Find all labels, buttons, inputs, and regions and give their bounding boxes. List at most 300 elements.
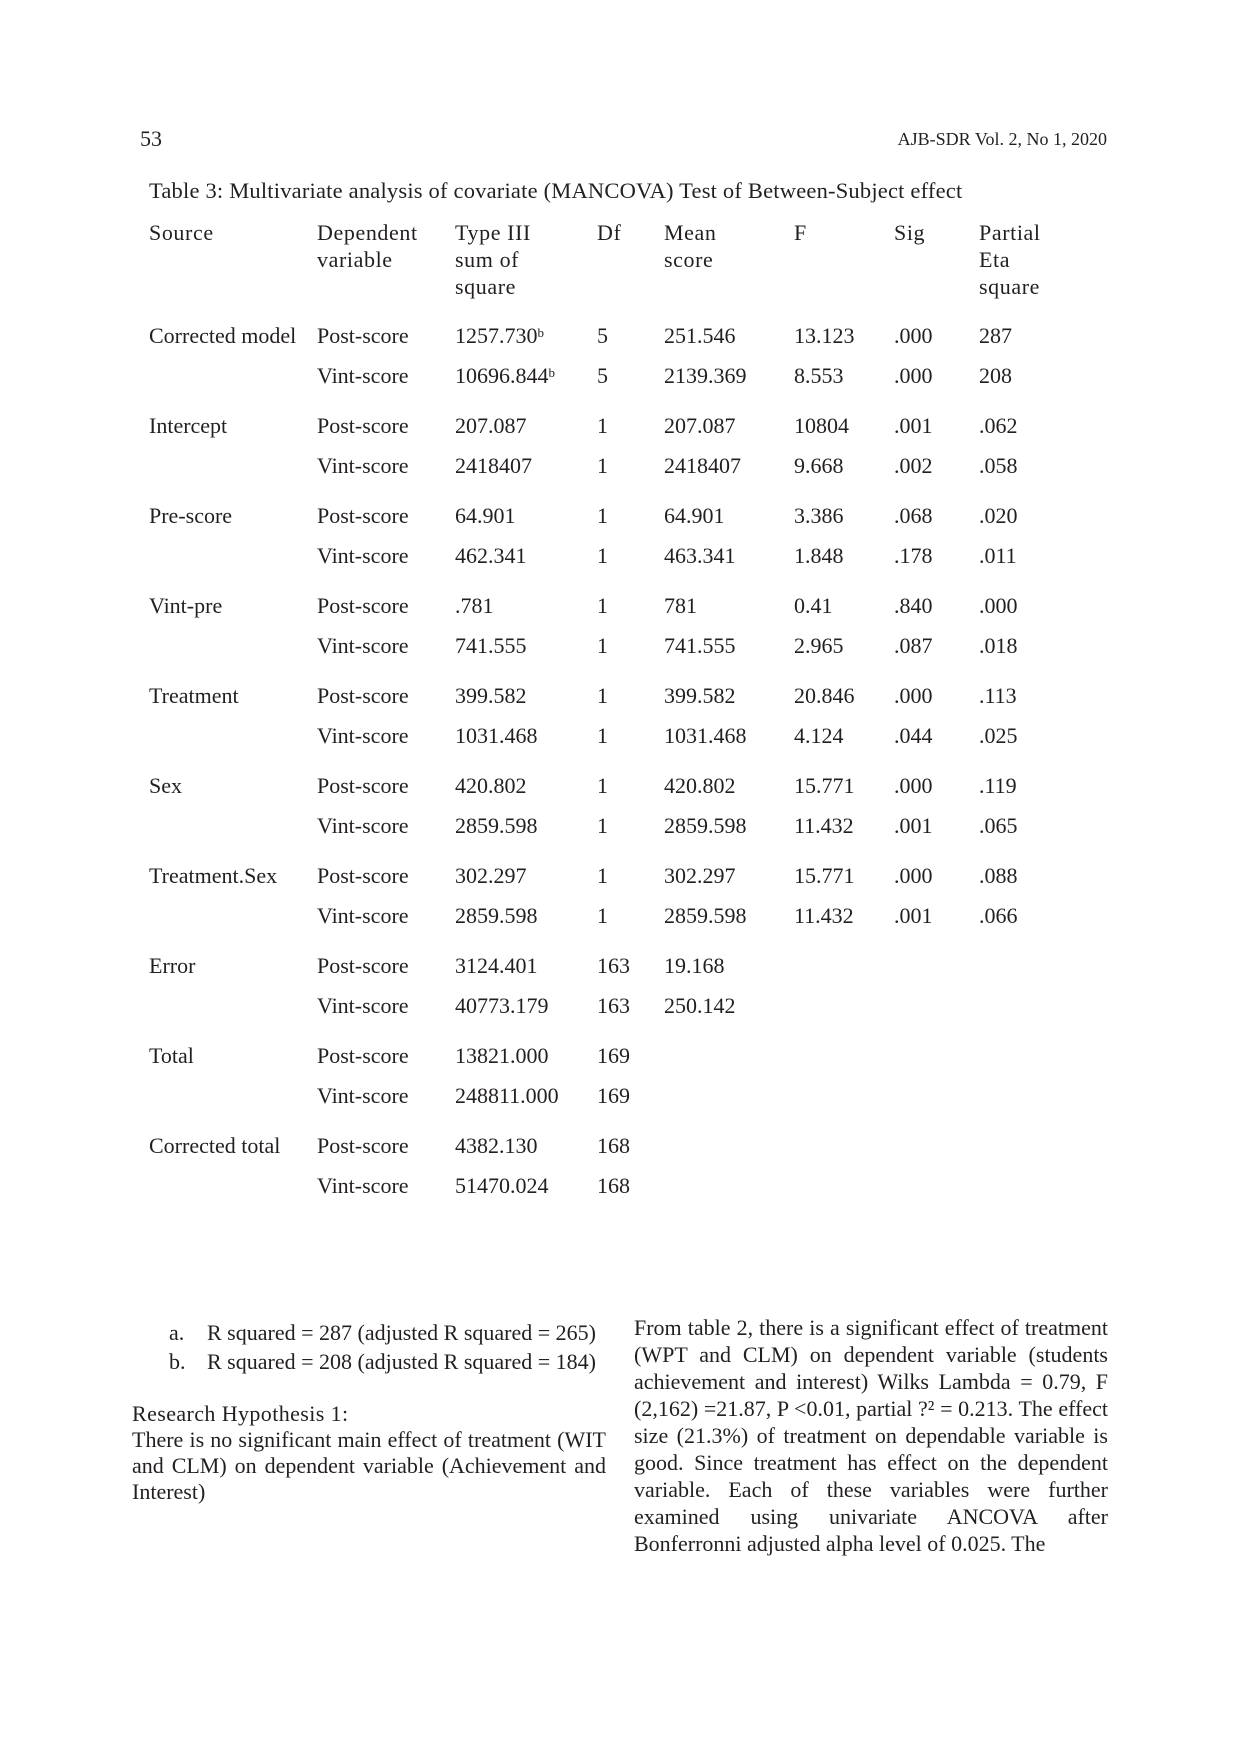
cell-value: 302.297	[664, 863, 736, 888]
f-cell	[794, 722, 894, 766]
left-column	[132, 1320, 606, 1505]
mean-score-cell	[664, 362, 794, 406]
sig-cell	[894, 362, 979, 406]
journal-reference: AJB-SDR Vol. 2, No 1, 2020	[897, 129, 1107, 149]
df-cell	[597, 1082, 664, 1126]
cell-value: 420.802	[455, 773, 527, 798]
note-marker: a.	[169, 1320, 185, 1345]
partial-eta-cell	[979, 406, 1079, 452]
cell-value: Post-score	[317, 323, 409, 348]
cell-value: 168	[597, 1173, 630, 1198]
column-header-line: variable	[317, 247, 393, 272]
cell-value: 1	[597, 453, 608, 478]
cell-value: 163	[597, 953, 630, 978]
sum-of-squares-cell	[455, 632, 597, 676]
df-cell	[597, 676, 664, 722]
sum-of-squares-cell	[455, 316, 597, 362]
cell-value: 169	[597, 1043, 630, 1068]
df-cell	[597, 902, 664, 946]
df-cell	[597, 452, 664, 496]
cell-value: 2.965	[794, 633, 844, 658]
dependent-variable-cell	[317, 766, 455, 812]
f-cell	[794, 1082, 894, 1126]
sig-cell	[894, 946, 979, 992]
df-cell	[597, 1172, 664, 1216]
partial-eta-cell	[979, 316, 1079, 362]
dependent-variable-cell	[317, 1082, 455, 1126]
source-cell: Sex	[149, 773, 182, 798]
table-row	[149, 1036, 1079, 1082]
cell-value: 207.087	[664, 413, 736, 438]
cell-value: .001	[894, 413, 933, 438]
column-header-line: square	[455, 274, 517, 299]
mean-score-cell	[664, 722, 794, 766]
partial-eta-cell	[979, 362, 1079, 406]
df-cell	[597, 856, 664, 902]
dependent-variable-cell	[317, 1126, 455, 1172]
cell-value: 2859.598	[455, 903, 538, 928]
cell-value: 2859.598	[455, 813, 538, 838]
cell-value: Post-score	[317, 413, 409, 438]
cell-value: 163	[597, 993, 630, 1018]
cell-value: .066	[979, 903, 1018, 928]
cell-value: 3124.401	[455, 953, 538, 978]
source-cell: Vint-pre	[149, 593, 223, 618]
table-notes	[132, 1320, 606, 1375]
sig-cell	[894, 1082, 979, 1126]
cell-value: .025	[979, 723, 1018, 748]
cell-value: 2859.598	[664, 813, 747, 838]
partial-eta-cell	[979, 902, 1079, 946]
column-header-line: square	[979, 274, 1041, 299]
column-header-line: Eta	[979, 247, 1011, 272]
mean-score-cell	[664, 992, 794, 1036]
sig-cell	[894, 452, 979, 496]
sum-of-squares-cell	[455, 362, 597, 406]
f-cell	[794, 452, 894, 496]
mean-score-cell	[664, 452, 794, 496]
column-header-line: score	[664, 247, 714, 272]
cell-value: Vint-score	[317, 363, 409, 388]
partial-eta-cell	[979, 586, 1079, 632]
sum-of-squares-cell	[455, 992, 597, 1036]
cell-value: Post-score	[317, 1043, 409, 1068]
sig-cell	[894, 1172, 979, 1216]
cell-value: 1	[597, 503, 608, 528]
cell-value: 10804	[794, 413, 849, 438]
column-header-line: sum of	[455, 247, 520, 272]
df-cell	[597, 722, 664, 766]
mean-score-cell	[664, 406, 794, 452]
cell-value: 420.802	[664, 773, 736, 798]
table-row	[149, 406, 1079, 452]
dependent-variable-cell	[317, 452, 455, 496]
sig-cell	[894, 992, 979, 1036]
cell-value: 1	[597, 773, 608, 798]
dependent-variable-cell	[317, 362, 455, 406]
sig-cell	[894, 1126, 979, 1172]
f-cell	[794, 496, 894, 542]
footnote-superscript: b	[548, 365, 555, 380]
table-note	[132, 1320, 606, 1346]
cell-value: 1	[597, 683, 608, 708]
mean-score-cell	[664, 1082, 794, 1126]
source-cell: Corrected model	[149, 323, 297, 348]
cell-value: .062	[979, 413, 1018, 438]
cell-value: .000	[894, 863, 933, 888]
table-row	[149, 766, 1079, 812]
mean-score-cell	[664, 586, 794, 632]
cell-value: .058	[979, 453, 1018, 478]
cell-value: .002	[894, 453, 933, 478]
cell-value: 3.386	[794, 503, 844, 528]
sig-cell	[894, 406, 979, 452]
cell-value: 1	[597, 903, 608, 928]
sum-of-squares-cell	[455, 856, 597, 902]
cell-value: 1.848	[794, 543, 844, 568]
dependent-variable-cell	[317, 586, 455, 632]
cell-value: Vint-score	[317, 903, 409, 928]
cell-value: 5	[597, 323, 608, 348]
cell-value: .088	[979, 863, 1018, 888]
sig-cell	[894, 812, 979, 856]
cell-value: Vint-score	[317, 1083, 409, 1108]
partial-eta-cell	[979, 676, 1079, 722]
sum-of-squares-cell	[455, 676, 597, 722]
df-cell	[597, 586, 664, 632]
column-header-line: Source	[149, 220, 214, 245]
cell-value: .001	[894, 903, 933, 928]
dependent-variable-cell	[317, 992, 455, 1036]
cell-value: 462.341	[455, 543, 527, 568]
f-cell	[794, 406, 894, 452]
cell-value: Vint-score	[317, 633, 409, 658]
dependent-variable-cell	[317, 722, 455, 766]
cell-value: Vint-score	[317, 993, 409, 1018]
cell-value: 1257.730	[455, 323, 538, 348]
cell-value: 1	[597, 813, 608, 838]
dependent-variable-cell	[317, 1036, 455, 1082]
cell-value: Post-score	[317, 593, 409, 618]
df-cell	[597, 496, 664, 542]
partial-eta-cell	[979, 722, 1079, 766]
cell-value: .020	[979, 503, 1018, 528]
cell-value: Post-score	[317, 773, 409, 798]
f-cell	[794, 362, 894, 406]
cell-value: Post-score	[317, 683, 409, 708]
cell-value: 248811.000	[455, 1083, 559, 1108]
cell-value: .781	[455, 593, 494, 618]
mean-score-cell	[664, 812, 794, 856]
dependent-variable-cell	[317, 1172, 455, 1216]
cell-value: 781	[664, 593, 697, 618]
cell-value: 168	[597, 1133, 630, 1158]
f-cell	[794, 1172, 894, 1216]
dependent-variable-cell	[317, 676, 455, 722]
sum-of-squares-cell	[455, 1126, 597, 1172]
source-cell: Corrected total	[149, 1133, 281, 1158]
cell-value: 399.582	[455, 683, 527, 708]
mean-score-cell	[664, 316, 794, 362]
column-header	[317, 217, 455, 316]
dependent-variable-cell	[317, 946, 455, 992]
cell-value: 40773.179	[455, 993, 549, 1018]
sum-of-squares-cell	[455, 1172, 597, 1216]
df-cell	[597, 946, 664, 992]
f-cell	[794, 316, 894, 362]
cell-value: Vint-score	[317, 453, 409, 478]
cell-value: 1	[597, 633, 608, 658]
source-cell: Treatment	[149, 683, 239, 708]
cell-value: 1	[597, 593, 608, 618]
cell-value: .000	[894, 683, 933, 708]
cell-value: Vint-score	[317, 543, 409, 568]
cell-value: .000	[894, 323, 933, 348]
f-cell	[794, 1126, 894, 1172]
cell-value: 1	[597, 863, 608, 888]
cell-value: 399.582	[664, 683, 736, 708]
cell-value: 2859.598	[664, 903, 747, 928]
cell-value: 13821.000	[455, 1043, 549, 1068]
dependent-variable-cell	[317, 812, 455, 856]
cell-value: 64.901	[664, 503, 725, 528]
f-cell	[794, 586, 894, 632]
column-header	[597, 217, 664, 316]
cell-value: Vint-score	[317, 1173, 409, 1198]
cell-value: Post-score	[317, 503, 409, 528]
cell-value: 51470.024	[455, 1173, 549, 1198]
sig-cell	[894, 496, 979, 542]
f-cell	[794, 632, 894, 676]
cell-value: 10696.844	[455, 363, 549, 388]
cell-value: 1	[597, 543, 608, 568]
cell-value: .018	[979, 633, 1018, 658]
table-row	[149, 946, 1079, 992]
cell-value: 208	[979, 363, 1012, 388]
source-cell: Pre-score	[149, 503, 233, 528]
cell-value: 250.142	[664, 993, 736, 1018]
cell-value: 20.846	[794, 683, 855, 708]
partial-eta-cell	[979, 946, 1079, 992]
cell-value: 4.124	[794, 723, 844, 748]
body-paragraph: From table 2, there is a significant effect of treatment (WPT and CLM) on dependent variable (students achievement and interest) Wilks Lambda = 0.79, F (2,162) =21.87, P <0.01, partial ?² = 0.213. The effect size (21.3%) of treatment on dependable variable is good. Since treatment has effect on the dependent variable. Each of these variables were further examined using univariate ANCOVA after Bonferronni adjusted alpha level of 0.025. The	[634, 1315, 1108, 1556]
mean-score-cell	[664, 496, 794, 542]
cell-value: Post-score	[317, 953, 409, 978]
cell-value: 4382.130	[455, 1133, 538, 1158]
sig-cell	[894, 902, 979, 946]
note-marker: b.	[169, 1349, 186, 1374]
sig-cell	[894, 632, 979, 676]
cell-value: 2418407	[455, 453, 532, 478]
cell-value: 741.555	[455, 633, 527, 658]
column-header	[149, 217, 317, 316]
hypothesis-text: There is no significant main effect of treatment (WIT and CLM) on dependent variable (Achievement and Interest)	[132, 1427, 606, 1504]
cell-value: .044	[894, 723, 933, 748]
mean-score-cell	[664, 1172, 794, 1216]
column-header-line: Sig	[894, 220, 926, 245]
cell-value: .068	[894, 503, 933, 528]
mean-score-cell	[664, 902, 794, 946]
table-row	[149, 856, 1079, 902]
sum-of-squares-cell	[455, 722, 597, 766]
df-cell	[597, 1036, 664, 1082]
cell-value: Vint-score	[317, 813, 409, 838]
partial-eta-cell	[979, 632, 1079, 676]
column-header	[794, 217, 894, 316]
partial-eta-cell	[979, 1126, 1079, 1172]
cell-value: 11.432	[794, 903, 854, 928]
sum-of-squares-cell	[455, 406, 597, 452]
df-cell	[597, 992, 664, 1036]
f-cell	[794, 542, 894, 586]
sig-cell	[894, 722, 979, 766]
cell-value: Post-score	[317, 863, 409, 888]
table-row	[149, 496, 1079, 542]
cell-value: 169	[597, 1083, 630, 1108]
partial-eta-cell	[979, 992, 1079, 1036]
cell-value: 741.555	[664, 633, 736, 658]
column-header	[894, 217, 979, 316]
sum-of-squares-cell	[455, 542, 597, 586]
mean-score-cell	[664, 542, 794, 586]
column-header-line: F	[794, 220, 807, 245]
table-caption: Table 3: Multivariate analysis of covariate (MANCOVA) Test of Between-Subject effect	[149, 178, 963, 203]
df-cell	[597, 316, 664, 362]
df-cell	[597, 632, 664, 676]
cell-value: 207.087	[455, 413, 527, 438]
cell-value: 1031.468	[455, 723, 538, 748]
mean-score-cell	[664, 632, 794, 676]
sig-cell	[894, 586, 979, 632]
f-cell	[794, 812, 894, 856]
cell-value: .000	[894, 773, 933, 798]
note-text: R squared = 287 (adjusted R squared = 265)	[207, 1320, 596, 1345]
sum-of-squares-cell	[455, 946, 597, 992]
cell-value: .001	[894, 813, 933, 838]
cell-value: .840	[894, 593, 933, 618]
f-cell	[794, 902, 894, 946]
df-cell	[597, 362, 664, 406]
cell-value: .119	[979, 773, 1017, 798]
cell-value: 15.771	[794, 863, 855, 888]
mean-score-cell	[664, 1036, 794, 1082]
dependent-variable-cell	[317, 496, 455, 542]
mancova-table	[149, 217, 1079, 1216]
column-header-line: Type III	[455, 220, 531, 245]
note-text: R squared = 208 (adjusted R squared = 184)	[207, 1349, 596, 1374]
cell-value: 1	[597, 413, 608, 438]
f-cell	[794, 992, 894, 1036]
cell-value: 2139.369	[664, 363, 747, 388]
partial-eta-cell	[979, 856, 1079, 902]
df-cell	[597, 1126, 664, 1172]
f-cell	[794, 1036, 894, 1082]
column-header-line: Partial	[979, 220, 1041, 245]
column-header	[455, 217, 597, 316]
cell-value: .065	[979, 813, 1018, 838]
cell-value: 302.297	[455, 863, 527, 888]
footnote-superscript: b	[537, 325, 544, 340]
dependent-variable-cell	[317, 632, 455, 676]
cell-value: 64.901	[455, 503, 516, 528]
table-row	[149, 316, 1079, 362]
dependent-variable-cell	[317, 542, 455, 586]
f-cell	[794, 676, 894, 722]
sig-cell	[894, 1036, 979, 1082]
df-cell	[597, 766, 664, 812]
column-header-line: Df	[597, 220, 622, 245]
cell-value: 19.168	[664, 953, 725, 978]
mean-score-cell	[664, 1126, 794, 1172]
source-cell: Intercept	[149, 413, 228, 438]
cell-value: 1	[597, 723, 608, 748]
column-header	[664, 217, 794, 316]
df-cell	[597, 542, 664, 586]
source-cell: Total	[149, 1043, 194, 1068]
sum-of-squares-cell	[455, 902, 597, 946]
cell-value: 5	[597, 363, 608, 388]
partial-eta-cell	[979, 452, 1079, 496]
column-header	[979, 217, 1079, 316]
table-header-row	[149, 217, 1079, 316]
cell-value: .178	[894, 543, 933, 568]
table-note	[132, 1349, 606, 1375]
f-cell	[794, 946, 894, 992]
source-cell: Error	[149, 953, 196, 978]
source-cell: Treatment.Sex	[149, 863, 278, 888]
cell-value: .087	[894, 633, 933, 658]
partial-eta-cell	[979, 1082, 1079, 1126]
sum-of-squares-cell	[455, 586, 597, 632]
mean-score-cell	[664, 946, 794, 992]
partial-eta-cell	[979, 812, 1079, 856]
partial-eta-cell	[979, 1036, 1079, 1082]
mean-score-cell	[664, 766, 794, 812]
cell-value: .000	[979, 593, 1018, 618]
hypothesis-title: Research Hypothesis 1:	[132, 1401, 349, 1426]
cell-value: 1031.468	[664, 723, 747, 748]
cell-value: 287	[979, 323, 1012, 348]
partial-eta-cell	[979, 496, 1079, 542]
cell-value: 11.432	[794, 813, 854, 838]
mean-score-cell	[664, 856, 794, 902]
cell-value: Post-score	[317, 1133, 409, 1158]
sig-cell	[894, 676, 979, 722]
cell-value: 8.553	[794, 363, 844, 388]
cell-value: .113	[979, 683, 1017, 708]
cell-value: .000	[894, 363, 933, 388]
sig-cell	[894, 766, 979, 812]
partial-eta-cell	[979, 542, 1079, 586]
cell-value: .011	[979, 543, 1017, 568]
column-header-line: Dependent	[317, 220, 418, 245]
cell-value: 15.771	[794, 773, 855, 798]
sig-cell	[894, 316, 979, 362]
cell-value: 2418407	[664, 453, 741, 478]
mean-score-cell	[664, 676, 794, 722]
sum-of-squares-cell	[455, 812, 597, 856]
cell-value: 463.341	[664, 543, 736, 568]
cell-value: 9.668	[794, 453, 844, 478]
partial-eta-cell	[979, 1172, 1079, 1216]
cell-value: 13.123	[794, 323, 855, 348]
cell-value: Vint-score	[317, 723, 409, 748]
partial-eta-cell	[979, 766, 1079, 812]
page-number: 53	[140, 126, 162, 151]
f-cell	[794, 766, 894, 812]
table-row	[149, 676, 1079, 722]
table-row	[149, 586, 1079, 632]
